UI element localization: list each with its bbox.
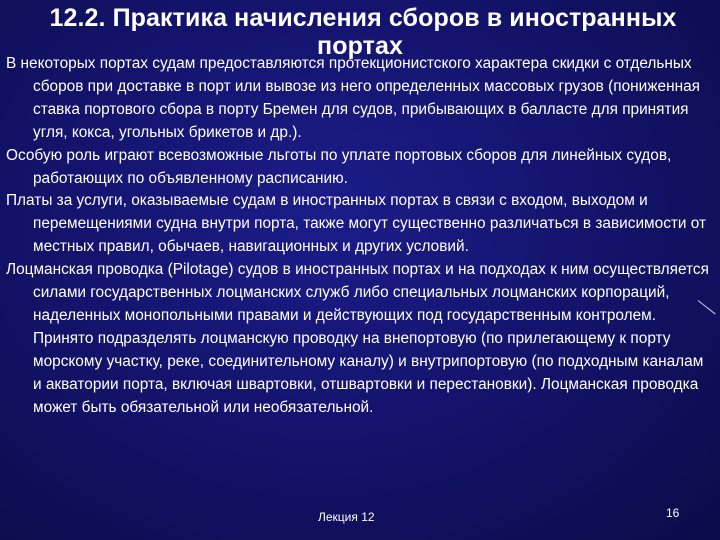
slide-body [6,53,712,420]
paragraph-discounts: В некоторых портах судам предоставляются протекционистского характера скидки с отдельных сборов при доставке в порт или вывозе из него определенных массовых грузов (пониженная ставка портового сбора в порту Бремен для судов, прибывающих в балласте для принятия угля, кокса, угольных брикетов и др.). [6,55,700,141]
paragraph-liner-benefits: Особую роль играют всевозможные льготы по уплате портовых сборов для линейных судов, работающих по объявленному расписанию. [6,146,672,187]
paragraph-pilotage: Лоцманская проводка (Pilotage) судов в иностранных портах и на подходах к ним осуществляется силами государственных лоцманских служб либо специальных лоцманских корпораций, наделенных монопольными правами и действующих под государственным контролем. Принято подразделять лоцманскую проводку на внепортовую (по прилегающему к порту морскому участку, реке, соединительному каналу) и внутрипортовую (по подходным каналам и акватории порта, включая швартовки, отшвартовки и перестановки). Лоцманская проводка может быть обязательной или необязательной. [6,261,709,416]
footer-lecture-label: Лекция 12 [318,510,375,524]
slide-title [0,4,720,60]
paragraph-service-fees: Платы за услуги, оказываемые судам в иностранных портах в связи с входом, выходом и перемещениями судна внутри порта, также могут существенно различаться в зависимости от местных правил, обычаев, навигационных и других условий. [6,192,707,256]
page-number: 16 [666,506,680,520]
title-line-2: портах [317,32,403,60]
title-line-1: 12.2. Практика начисления сборов в иностранных [49,4,677,32]
